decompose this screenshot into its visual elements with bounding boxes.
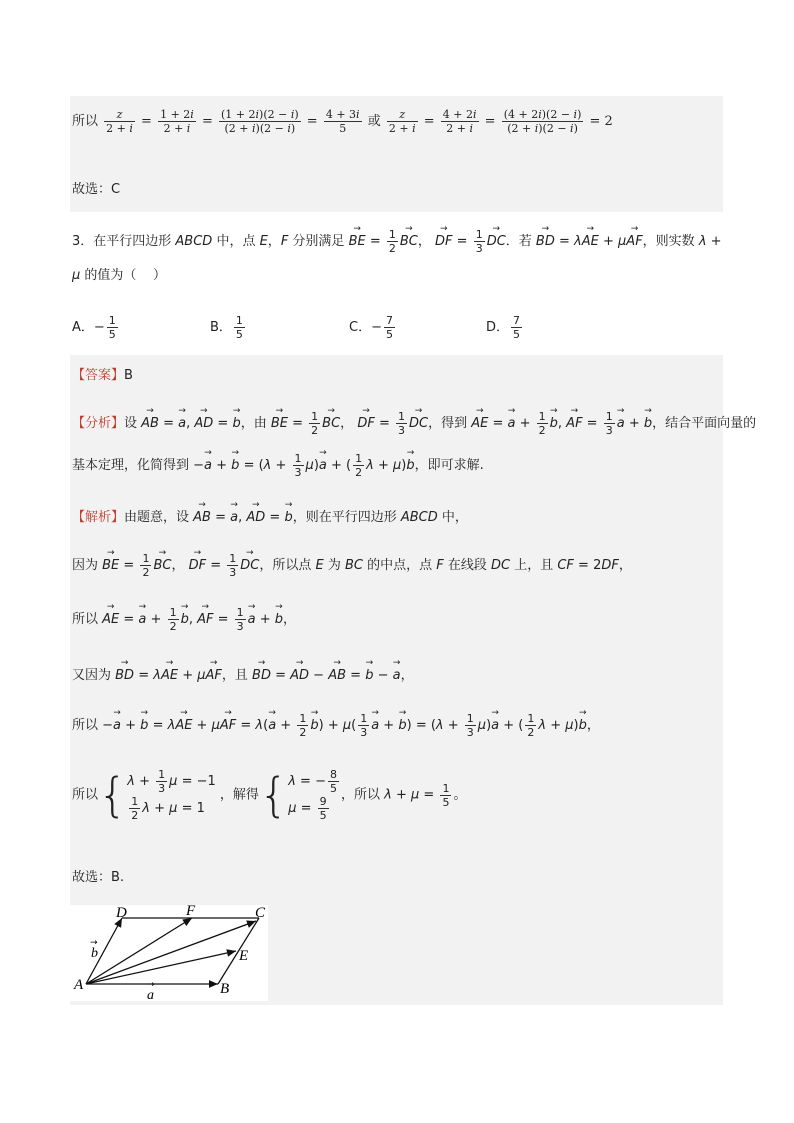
option-b[interactable]: B． $\frac{1}{5}$ [210,314,243,341]
label-vector-a: a [147,988,154,1001]
solution-line6: 所以{ λ + $\frac{1}{3}$ μ = −1 $\frac{1}{2}$ λ + μ = 1 ，解得{ λ = − $\frac{8}{5}$ μ = $\frac{9}{5}$ ，所以 λ + μ = $\frac{1}{5}$ 。 [72,768,467,822]
solution-line2: 因为 → BE = $\frac{1}{2}$ → BC， → DF = $\frac{1}{3}$ → DC，所以点 E 为 BC 的中点，点 F 在线段 DC 上，且 CF = 2DF， [72,552,632,579]
solution-line4: 又因为 → BD = λ→ AE + μ→ AF，且 → BD = → AD − → AB = → b − → a， [72,664,414,683]
question-3-line2: μ 的值为（ ） [72,268,166,283]
answer-value: B [124,368,133,383]
analysis-line1: 【分析】设 → AB = → a, → AD = → b，由 → BE = $\frac{1}{2}$ → BC， → DF = $\frac{1}{3}$ → DC，得到 → AE = → a + $\frac{1}{2}$ → b, → AF = $\frac{1}{3}$ → a + → b，结合平面向量的 [72,410,756,437]
so-prefix: 所以 [72,114,99,129]
solution-tag: 【解析】 [72,510,125,525]
option-c[interactable]: C．− $\frac{7}{5}$ [349,314,393,341]
sys-prefix: 所以 [72,787,99,803]
analysis-tag: 【分析】 [72,416,125,431]
analysis-line2: 基本定理，化简得到 −→ a + → b = (λ + $\frac{1}{3}$ μ)→ a + ( $\frac{1}{2}$ λ + μ)→ b，即可求解. [72,452,484,479]
question-3-line1: 3．在平行四边形 ABCD 中，点 E，F 分别满足 → BE = $\frac{1}{2}$ → BC， → DF = $\frac{1}{3}$ → DC．若 → BD = λ→ AE + μ→ AF，则实数 λ + [72,228,722,255]
answer-tag: 【答案】 [72,368,125,383]
parallelogram-figure [70,905,268,1001]
label-f-point: F [186,905,196,919]
label-vector-b: b [91,946,98,961]
prev-solution-line: 所以 $\frac{z}{2 + i}$ = $\frac{1 + 2i}{2 + i}$ = $\frac{(1 + 2i)(2 - i)}{(2 + i)(2 - i)}$ = $\frac{4 + 3i}{5}$ 或 $\frac{z}{2 + i}$ = $\frac{4 + 2i}{2 + i}$ = $\frac{(4 + 2i)(2 - i)}{(2 + i)(2 - i)}$ = 2 [72,108,613,135]
option-d[interactable]: D． $\frac{7}{5}$ [486,314,521,341]
label-b-point: B [220,981,230,997]
choose-c: 故选：C [72,182,121,197]
label-a-point: A [74,977,84,993]
solution-line5: 所以 −→ a + → b = λ→ AE + μ→ AF = λ(→ a + $\frac{1}{2}$ → b) + μ( $\frac{1}{3}$ → a + → b) = (λ + $\frac{1}{3}$ μ)→ a + ( $\frac{1}{2}$ λ + μ)→ b， [72,712,600,739]
svg-text:→: → [90,938,98,948]
label-d-point: D [116,905,127,921]
option-a[interactable]: A．− $\frac{1}{5}$ [72,314,116,341]
label-c-point: C [255,905,266,921]
label-e-point: E [239,948,249,964]
choose-b: 故选：B. [72,870,125,885]
solution-line3: 所以 → AE = → a + $\frac{1}{2}$ → b, → AF = $\frac{1}{3}$ → a + → b， [72,606,296,633]
svg-text:→: → [147,980,155,990]
solution-line1: 【解析】由题意，设 → AB = → a, → AD = → b，则在平行四边形 ABCD 中， [72,506,468,525]
or-word: 或 [367,114,381,129]
solve-mid: ，解得 [219,787,259,803]
answer-line [72,364,133,383]
